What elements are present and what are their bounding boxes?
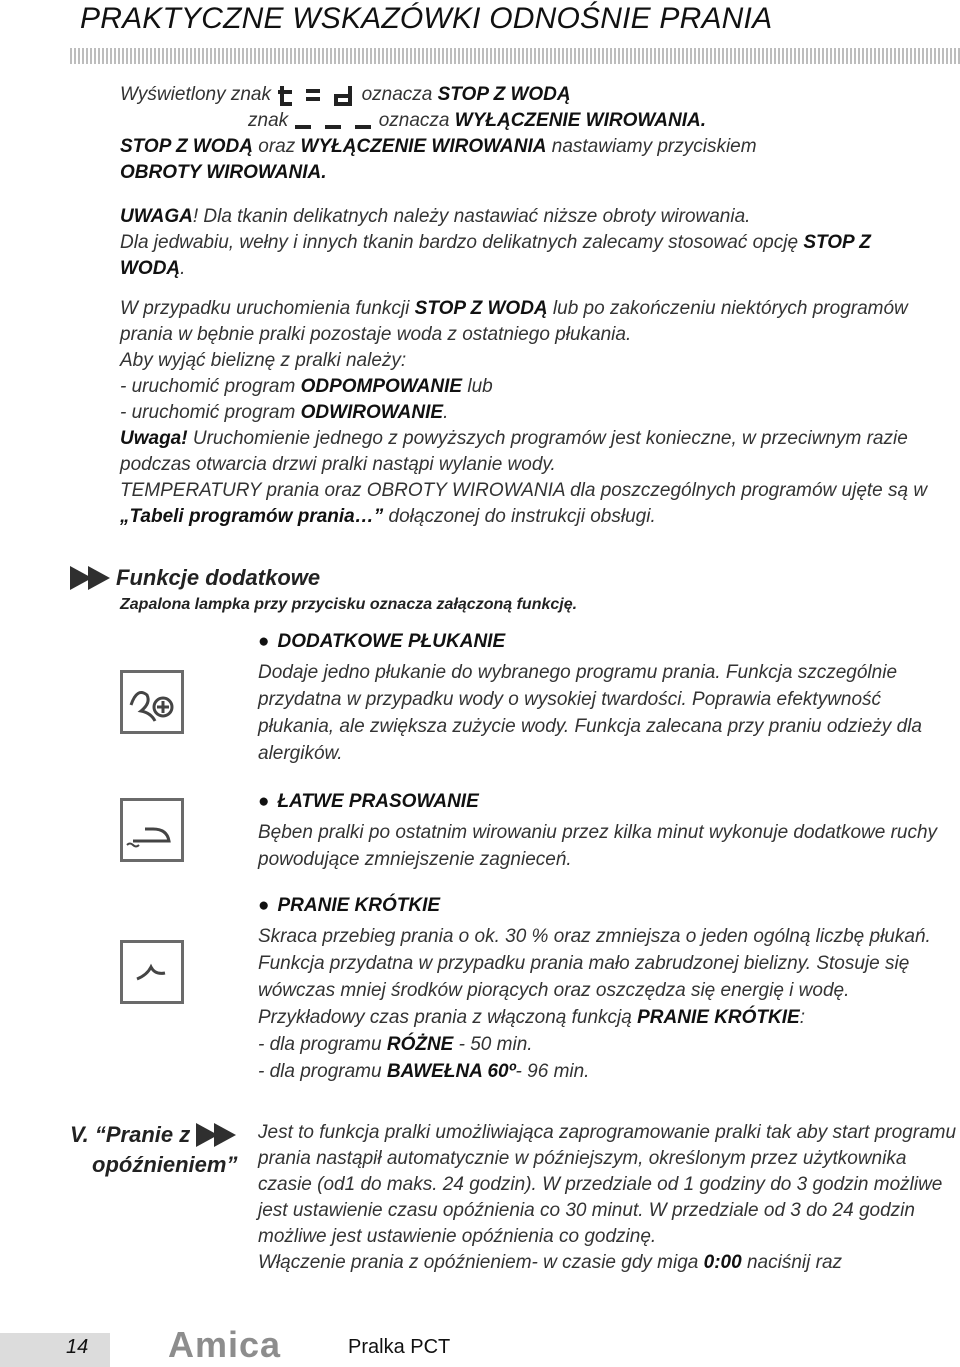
- uwaga-block: UWAGA! Dla tkanin delikatnych należy nastawiać niższe obroty wirowania. Dla jedwabiu, wełny i innych tkanin bardzo delikatnych zalecamy stosować opcję STOP Z WODĄ.: [120, 206, 871, 279]
- feature-short-wash: ● PRANIE KRÓTKIE Skraca przebieg prania o ok. 30 % oraz zmniejsza o jeden ogólną liczbę płukań. Funkcja przydatna w przypadku prania mało zabrudzonej bielizny. Stosuje się wówczas mniej środków piorących oraz oszczędza się energię i wodę. Przykładowy czas prania z włączoną funkcją PRANIE KRÓTKIE: - dla programu RÓŻNE - 50 min. - dla programu BAWEŁNA 60º- 96 min.: [258, 892, 958, 1085]
- delay-text: Jest to funkcja pralki umożliwiająca zaprogramowanie pralki tak aby start programu prania nastąpił automatycznie w późniejszym, określonym przez użytkownika czasie (od1 do maks. 24 godzin). W przedziale od 1 godziny do 3 godzin możliwe jest ustawienie czasu opóźnienia co 30 minut. W przedziale od 3 do 24 godzin możliwe jest ustawienie opóźnienia co godzinę. Włączenie prania z opóźnieniem- w czasie gdy miga 0:00 naciśnij raz: [258, 1122, 957, 1273]
- display-std-icon: [276, 84, 356, 106]
- arrow-right-icon: [70, 566, 110, 590]
- page-title: PRAKTYCZNE WSKAZÓWKI ODNOŚNIE PRANIA: [80, 2, 773, 35]
- display-line-1: Wyświetlony znak oznacza STOP Z WODĄ: [120, 84, 571, 105]
- short-wash-icon: [120, 940, 184, 1004]
- product-name: Pralka PCT: [348, 1336, 451, 1358]
- footer-bar: [0, 1333, 110, 1367]
- display-line-2: znak oznacza WYŁĄCZENIE WIROWANIA.: [248, 110, 706, 131]
- feature-easy-iron: ● ŁATWE PRASOWANIE Bęben pralki po ostatnim wirowaniu przez kilka minut wykonuje dodatkowe ruchy powodujące zmniejszenie zagnieceń.: [258, 788, 958, 873]
- intro-line-4: OBROTY WIROWANIA.: [120, 162, 327, 183]
- rinse-plus-icon: [120, 670, 184, 734]
- title-divider: [70, 48, 960, 64]
- intro-block: [120, 82, 940, 186]
- page-number: 14: [66, 1336, 89, 1358]
- iron-icon: [120, 798, 184, 862]
- arrow-right-icon: [196, 1123, 236, 1147]
- display-dashes-icon: [293, 110, 373, 132]
- feature-extra-rinse: ● DODATKOWE PŁUKANIE Dodaje jedno płukanie do wybranego programu prania. Funkcja szczególnie przydatna w przypadku wody o wysokiej twardości. Poprawia efektywność płukania, ale zwiększa zużycie wody. Funkcja zalecana przy praniu odzieży dla alergików.: [258, 628, 958, 767]
- delay-heading: V. “Pranie z opóźnieniem”: [70, 1122, 238, 1177]
- section-heading: Funkcje dodatkowe: [70, 565, 320, 591]
- section-subtitle: Zapalona lampka przy przycisku oznacza załączoną funkcję.: [120, 596, 578, 613]
- water-block: W przypadku uruchomienia funkcji STOP Z WODĄ lub po zakończeniu niektórych programów prania w bębnie pralki pozostaje woda z ostatniego płukania. Aby wyjąć bieliznę z pralki należy: - uruchomić program ODPOMPOWANIE lub - uruchomić program ODWIROWANIE. Uwaga! Uruchomienie jednego z powyższych programów jest konieczne, w przeciwnym razie podczas otwarcia drzwi pralki nastąpi wylanie wody. TEMPERATURY prania oraz OBROTY WIROWANIA dla poszczególnych programów ujęte są w „Tabeli programów prania…” dołączonej do instrukcji obsługi.: [120, 298, 928, 527]
- intro-line-3: STOP Z WODĄ oraz WYŁĄCZENIE WIROWANIA nastawiamy przyciskiem: [120, 136, 757, 157]
- brand-logo: Amica: [168, 1324, 282, 1365]
